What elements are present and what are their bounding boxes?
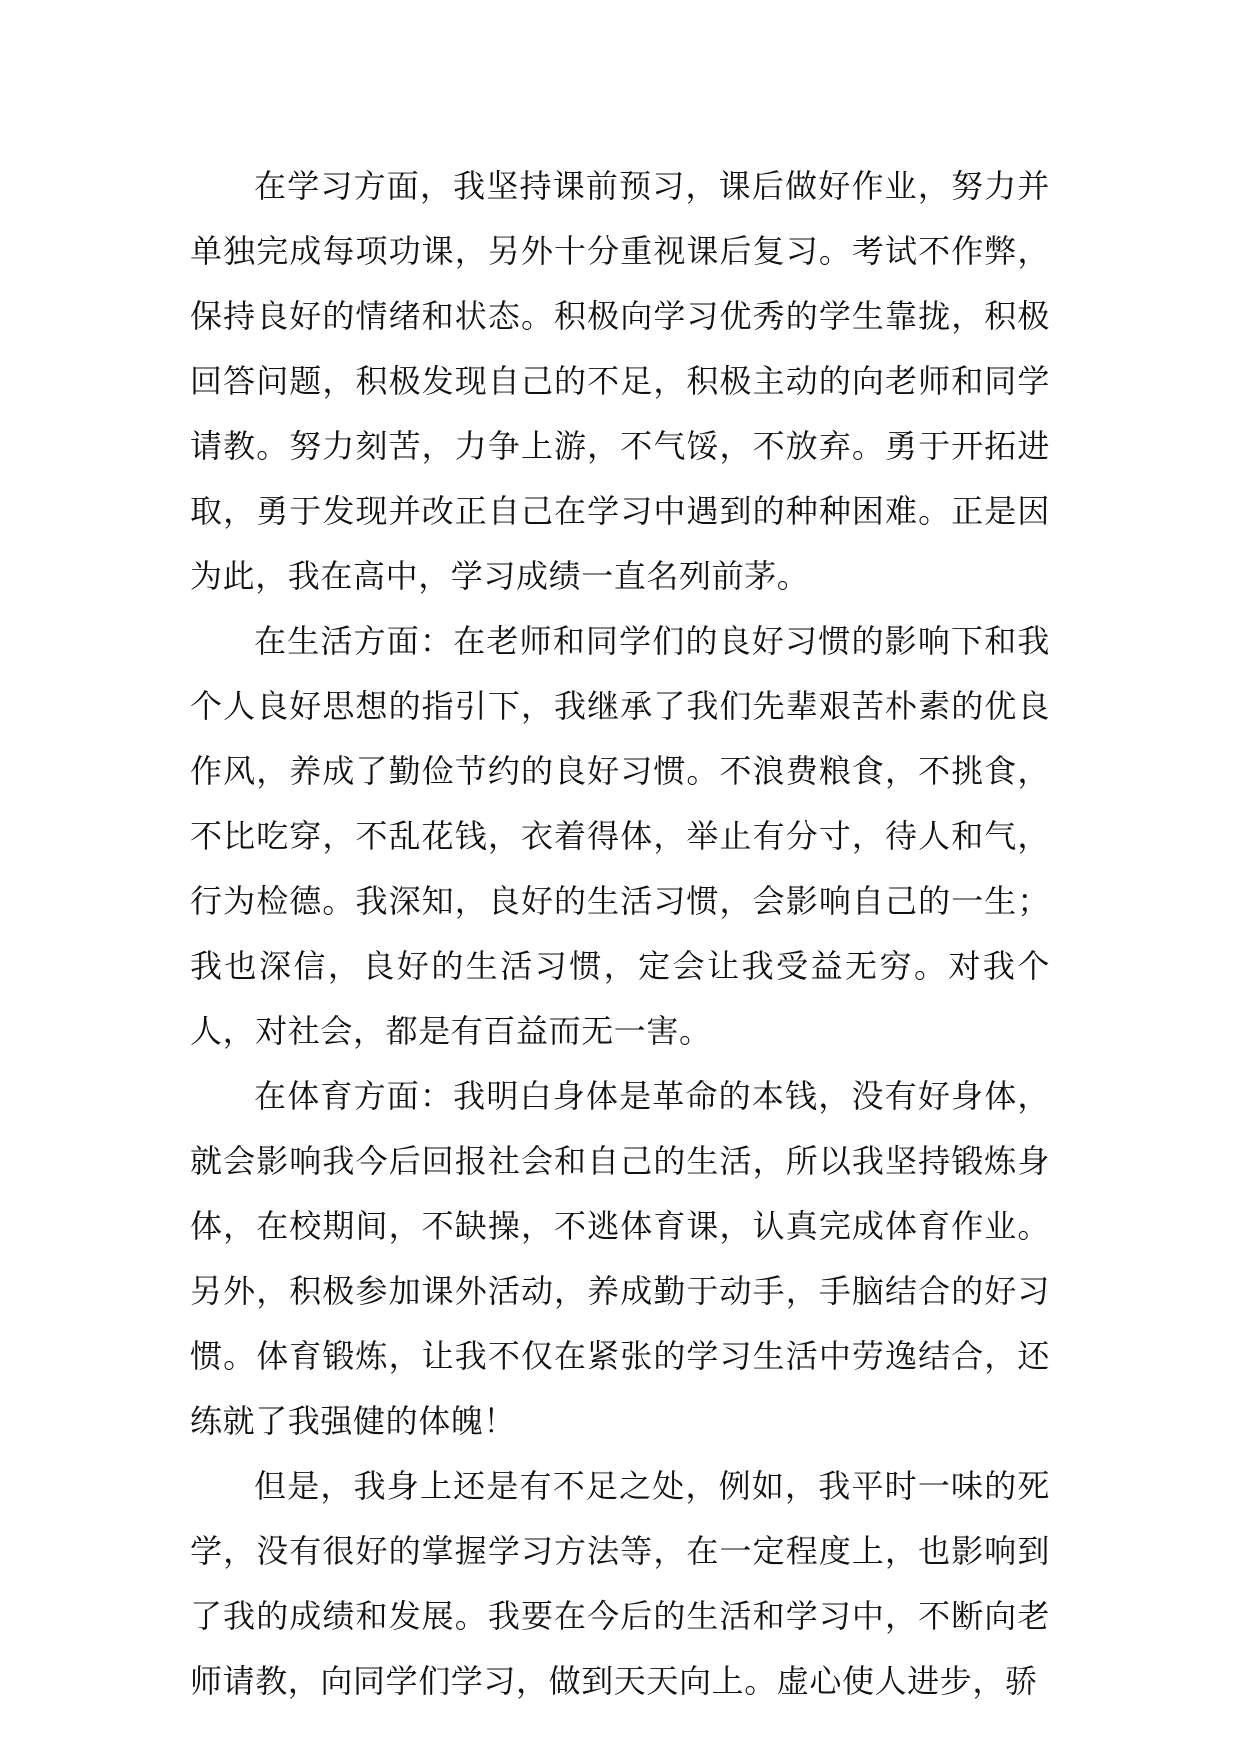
paragraph-shortcomings: 但是，我身上还是有不足之处，例如，我平时一味的死学，没有很好的掌握学习方法等，在一定程度上，也影响到了我的成绩和发展。我要在今后的生活和学习中，不断向老师请教，向同学们学习，做到天天向上。虚心使人进步，骄 [190,1467,1050,1700]
document-body [190,154,1050,1714]
paragraph-life: 在生活方面：在老师和同学们的良好习惯的影响下和我个人良好思想的指引下，我继承了我们先辈艰苦朴素的优良作风，养成了勤俭节约的良好习惯。不浪费粮食，不挑食，不比吃穿，不乱花钱，衣着得体，举止有分寸，待人和气，行为检德。我深知，良好的生活习惯，会影响自己的一生；我也深信，良好的生活习惯，定会让我受益无穷。对我个人，对社会，都是有百益而无一害。 [190,622,1050,1050]
paragraph-study: 在学习方面，我坚持课前预习，课后做好作业，努力并单独完成每项功课，另外十分重视课后复习。考试不作弊，保持良好的情绪和状态。积极向学习优秀的学生靠拢，积极回答问题，积极发现自己的不足，积极主动的向老师和同学请教。努力刻苦，力争上游，不气馁，不放弃。勇于开拓进取，勇于发现并改正自己在学习中遇到的种种困难。正是因为此，我在高中，学习成绩一直名列前茅。 [190,167,1050,595]
paragraph-sports: 在体育方面：我明白身体是革命的本钱，没有好身体，就会影响我今后回报社会和自己的生活，所以我坚持锻炼身体，在校期间，不缺操，不逃体育课，认真完成体育作业。另外，积极参加课外活动，养成勤于动手，手脑结合的好习惯。体育锻炼，让我不仅在紧张的学习生活中劳逸结合，还练就了我强健的体魄！ [190,1077,1050,1440]
